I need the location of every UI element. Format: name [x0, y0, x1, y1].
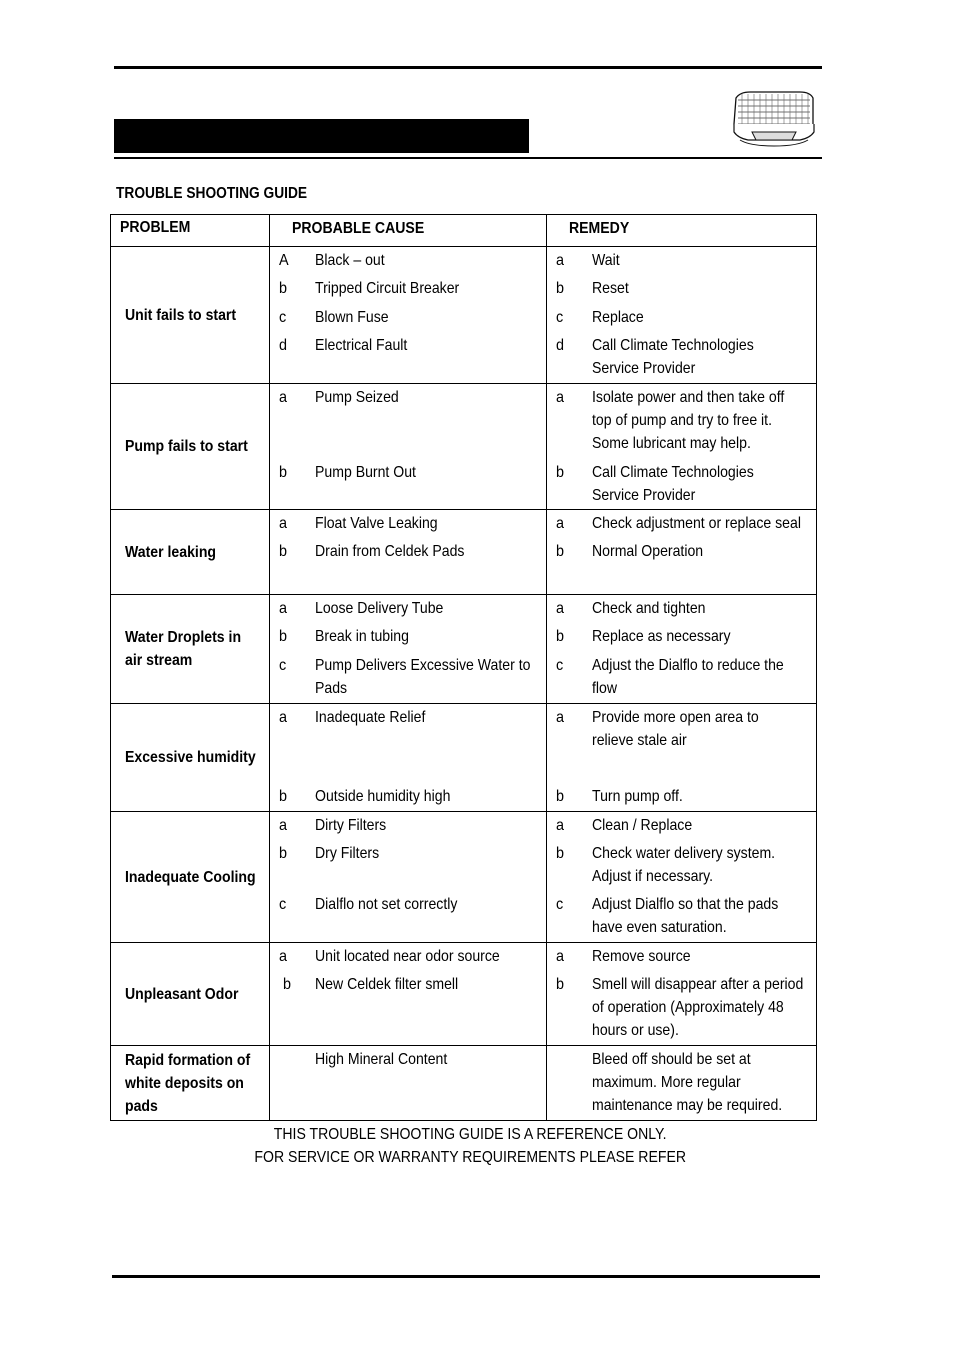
cause-item-line: Tripped Circuit Breaker [315, 280, 460, 297]
remedy-item-text [592, 306, 644, 329]
cause-item-text [315, 625, 409, 648]
cause-item-text [315, 306, 389, 329]
remedy-item-text [592, 842, 775, 888]
cause-cell [270, 1046, 547, 1121]
problem-cell [111, 595, 270, 704]
remedy-item-letter: a [556, 709, 565, 726]
cause-item-text [315, 785, 450, 808]
remedy-cell [547, 704, 817, 812]
cause-item-text [315, 945, 500, 968]
cause-item-letter: d [279, 337, 288, 354]
table-row [111, 595, 817, 704]
remedy-item-letter: d [556, 337, 565, 354]
bottom-rule [112, 1275, 820, 1278]
remedy-item-text [592, 814, 692, 837]
footer-note-line-2: FOR SERVICE OR WARRANTY REQUIREMENTS PLEASE REFER [254, 1149, 686, 1166]
cause-item-line: Blown Fuse [315, 309, 389, 326]
trouble-shooting-table [110, 214, 817, 1121]
cause-item-line: Electrical Fault [315, 337, 408, 354]
remedy-item-line: Check water delivery system. [592, 845, 776, 862]
cause-item-text [315, 512, 438, 535]
remedy-item-line: hours or use). [592, 1022, 679, 1039]
table-header-row [111, 215, 817, 247]
remedy-item-line: Adjust if necessary. [592, 868, 714, 885]
cause-item-text [315, 654, 530, 700]
remedy-item-line: Bleed off should be set at [592, 1051, 751, 1068]
cause-item-line: Unit located near odor source [315, 948, 500, 965]
cause-item-letter: A [279, 252, 289, 269]
cause-cell [270, 812, 547, 943]
problem-text: Pump fails to start [125, 438, 248, 455]
cause-item-line: Dialflo not set correctly [315, 896, 458, 913]
problem-cell [111, 510, 270, 595]
remedy-item-line: have even saturation. [592, 919, 727, 936]
cause-item-line: High Mineral Content [315, 1051, 448, 1068]
cause-cell [270, 510, 547, 595]
problem-text: Water leaking [125, 543, 217, 561]
remedy-cell [547, 1046, 817, 1121]
table-row [111, 247, 817, 384]
remedy-cell [547, 812, 817, 943]
remedy-item-line: Service Provider [592, 487, 696, 504]
problem-text: Excessive humidity [125, 749, 256, 766]
cause-item-line: Drain from Celdek Pads [315, 543, 465, 560]
remedy-item-line: Some lubricant may help. [592, 435, 751, 452]
remedy-item-letter: c [556, 309, 564, 326]
problem-text: Rapid formation of [125, 1051, 251, 1069]
cause-item-line: Loose Delivery Tube [315, 600, 444, 617]
remedy-item-letter: b [556, 280, 565, 297]
cause-item-text [315, 597, 443, 620]
cause-item-text [315, 540, 464, 563]
remedy-item-line: Service Provider [592, 360, 696, 377]
problem-cell [111, 384, 270, 510]
problem-text: Inadequate Cooling [125, 868, 256, 886]
remedy-item-letter: a [556, 817, 565, 834]
cause-item-letter: c [279, 657, 287, 674]
table-row [111, 384, 817, 510]
column-header-probable-cause: PROBABLE CAUSE [270, 215, 547, 247]
remedy-item-line: Smell will disappear after a period [592, 976, 804, 993]
cause-item-letter: a [279, 817, 288, 834]
cause-item-letter: b [279, 543, 288, 560]
cause-item-text [315, 334, 407, 357]
remedy-item-letter: a [556, 515, 565, 532]
remedy-item-text [592, 540, 703, 563]
cause-item-line: Pump Delivers Excessive Water to [315, 657, 531, 674]
remedy-item-text [592, 654, 784, 700]
cause-item-line: Pump Burnt Out [315, 464, 416, 481]
remedy-item-letter: b [556, 543, 565, 560]
cause-item-letter: b [279, 628, 288, 645]
cause-item-letter: b [279, 280, 288, 297]
remedy-item-line: Adjust the Dialflo to reduce the [592, 657, 784, 674]
remedy-item-line: Remove source [592, 948, 691, 965]
problem-text: Water Droplets in [125, 629, 242, 646]
remedy-item-line: Isolate power and then take off [592, 389, 785, 406]
remedy-item-line: Check adjustment or replace seal [592, 515, 801, 532]
cause-item-text [315, 706, 425, 729]
remedy-item-line: top of pump and try to free it. [592, 412, 773, 429]
cause-item-text [315, 461, 416, 484]
cause-item-letter: a [279, 709, 288, 726]
cause-item-line: Pads [315, 680, 348, 697]
remedy-item-letter: a [556, 600, 565, 617]
remedy-item-letter: b [556, 845, 565, 862]
cause-item-text [315, 814, 386, 837]
footer-note-line-1: THIS TROUBLE SHOOTING GUIDE IS A REFERENCE ONLY. [273, 1126, 667, 1143]
remedy-item-text [592, 973, 803, 1042]
cause-item-line: Dirty Filters [315, 817, 387, 834]
problem-text: white deposits on [125, 1074, 244, 1092]
cause-item-line: Black – out [315, 252, 385, 269]
remedy-item-text [592, 334, 754, 380]
remedy-item-line: Call Climate Technologies [592, 464, 754, 481]
remedy-cell [547, 943, 817, 1046]
table-row [111, 510, 817, 595]
remedy-item-letter: a [556, 252, 565, 269]
remedy-item-line: Clean / Replace [592, 817, 693, 834]
problem-text: Unit fails to start [125, 306, 237, 324]
cause-item-text [315, 842, 379, 865]
remedy-item-letter: c [556, 657, 564, 674]
cause-item-letter: a [279, 515, 288, 532]
cause-item-text [315, 386, 399, 409]
remedy-item-line: flow [592, 680, 618, 697]
remedy-item-letter: b [556, 976, 565, 993]
remedy-cell [547, 595, 817, 704]
cause-item-letter: b [279, 788, 288, 805]
remedy-item-letter: a [556, 948, 565, 965]
cause-item-letter: c [279, 896, 287, 913]
problem-text: air stream [125, 652, 193, 669]
cause-item-line: Float Valve Leaking [315, 515, 438, 532]
remedy-item-line: maximum. More regular [592, 1074, 741, 1091]
remedy-item-line: Adjust Dialflo so that the pads [592, 896, 779, 913]
remedy-item-text [592, 249, 620, 272]
remedy-item-text [592, 785, 683, 808]
cause-item-line: Inadequate Relief [315, 709, 426, 726]
cause-item-line: Break in tubing [315, 628, 409, 645]
column-header-remedy: REMEDY [547, 215, 817, 247]
problem-cell [111, 1046, 270, 1121]
remedy-item-letter: b [556, 464, 565, 481]
remedy-item-text [592, 706, 759, 752]
remedy-item-text [592, 512, 801, 535]
cause-item-text [315, 1048, 447, 1071]
remedy-item-text [592, 893, 778, 939]
remedy-item-line: Normal Operation [592, 543, 704, 560]
remedy-item-letter: b [556, 628, 565, 645]
cause-item-letter: b [283, 976, 292, 993]
cause-cell [270, 943, 547, 1046]
cause-item-letter: a [279, 600, 288, 617]
remedy-item-line: Turn pump off. [592, 788, 683, 805]
problem-cell [111, 943, 270, 1046]
cause-item-letter: a [279, 948, 288, 965]
remedy-item-text [592, 277, 629, 300]
remedy-item-text [592, 625, 731, 648]
problem-text: pads [125, 1097, 158, 1115]
remedy-item-line: relieve stale air [592, 732, 687, 749]
column-header-problem: PROBLEM [111, 215, 270, 247]
cause-cell [270, 595, 547, 704]
remedy-item-line: Reset [592, 280, 629, 297]
header-title-bar [114, 119, 529, 153]
table-row [111, 704, 817, 812]
remedy-item-text [592, 945, 691, 968]
remedy-item-text [592, 386, 784, 455]
problem-cell [111, 704, 270, 812]
cause-item-letter: b [279, 845, 288, 862]
cause-item-line: Outside humidity high [315, 788, 451, 805]
cause-cell [270, 704, 547, 812]
remedy-cell [547, 510, 817, 595]
cause-item-text [315, 249, 385, 272]
problem-text: Unpleasant Odor [125, 985, 239, 1003]
table-row [111, 1046, 817, 1121]
remedy-cell [547, 384, 817, 510]
remedy-item-letter: a [556, 389, 565, 406]
cause-item-line: New Celdek filter smell [315, 976, 459, 993]
guide-title: TROUBLE SHOOTING GUIDE [116, 185, 308, 202]
cause-item-line: Pump Seized [315, 389, 399, 406]
remedy-item-line: Replace as necessary [592, 628, 731, 645]
remedy-item-letter: c [556, 896, 564, 913]
problem-cell [111, 812, 270, 943]
cause-item-letter: b [279, 464, 288, 481]
cause-item-line: Dry Filters [315, 845, 380, 862]
remedy-item-letter: b [556, 788, 565, 805]
remedy-item-line: of operation (Approximately 48 [592, 999, 784, 1016]
remedy-item-line: Check and tighten [592, 600, 706, 617]
remedy-cell [547, 247, 817, 384]
cause-item-text [315, 893, 457, 916]
remedy-item-line: Call Climate Technologies [592, 337, 754, 354]
remedy-item-line: Replace [592, 309, 644, 326]
cause-item-text [315, 973, 458, 996]
cause-item-letter: a [279, 389, 288, 406]
table-row [111, 812, 817, 943]
remedy-item-text [592, 1048, 782, 1117]
cause-cell [270, 247, 547, 384]
problem-cell [111, 247, 270, 384]
evaporative-cooler-icon [730, 88, 816, 150]
table-row [111, 943, 817, 1046]
remedy-item-line: Wait [592, 252, 620, 269]
remedy-item-line: Provide more open area to [592, 709, 759, 726]
cause-item-text [315, 277, 459, 300]
header-rule [114, 157, 822, 159]
remedy-item-line: maintenance may be required. [592, 1097, 783, 1114]
remedy-item-text [592, 461, 754, 507]
remedy-item-text [592, 597, 706, 620]
top-rule [114, 66, 822, 69]
cause-cell [270, 384, 547, 510]
cause-item-letter: c [279, 309, 287, 326]
